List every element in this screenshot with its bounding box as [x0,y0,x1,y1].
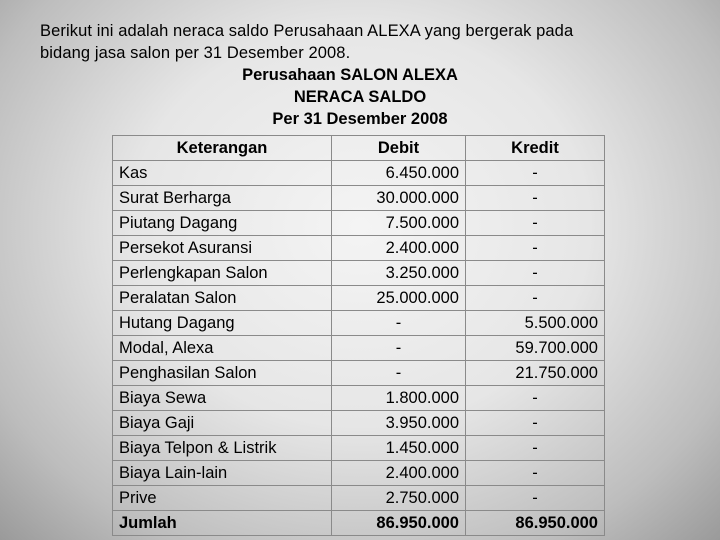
table-row [113,386,605,411]
cell-debit: 7.500.000 [332,211,466,236]
cell-keterangan: Jumlah [113,511,332,536]
cell-keterangan: Kas [113,161,332,186]
cell-debit: 3.250.000 [332,261,466,286]
intro-line-2: bidang jasa salon per 31 Desember 2008. [40,44,351,62]
cell-debit: 1.800.000 [332,386,466,411]
cell-kredit: - [466,161,605,186]
cell-kredit: - [466,486,605,511]
cell-debit: 3.950.000 [332,411,466,436]
cell-kredit: 86.950.000 [466,511,605,536]
cell-kredit: - [466,461,605,486]
table-row [113,211,605,236]
header-keterangan: Keterangan [113,136,332,161]
cell-keterangan: Peralatan Salon [113,286,332,311]
table-header-row [113,136,605,161]
table-row [113,361,605,386]
intro-text [40,20,680,64]
company-name: Perusahaan SALON ALEXA [242,66,458,84]
cell-keterangan: Biaya Telpon & Listrik [113,436,332,461]
cell-keterangan: Surat Berharga [113,186,332,211]
table-row [113,436,605,461]
cell-keterangan: Biaya Sewa [113,386,332,411]
cell-debit: 2.400.000 [332,461,466,486]
cell-debit: - [332,311,466,336]
cell-debit: 2.400.000 [332,236,466,261]
header-debit: Debit [332,136,466,161]
cell-keterangan: Modal, Alexa [113,336,332,361]
table-total-row [113,511,605,536]
cell-debit: 2.750.000 [332,486,466,511]
cell-debit: - [332,336,466,361]
table-row [113,161,605,186]
cell-keterangan: Persekot Asuransi [113,236,332,261]
cell-kredit: - [466,411,605,436]
cell-kredit: - [466,436,605,461]
cell-kredit: 59.700.000 [466,336,605,361]
table-row [113,186,605,211]
cell-kredit: - [466,211,605,236]
table-row [113,336,605,361]
cell-keterangan: Perlengkapan Salon [113,261,332,286]
cell-debit: 6.450.000 [332,161,466,186]
cell-debit: 30.000.000 [332,186,466,211]
cell-kredit: - [466,386,605,411]
table-row [113,236,605,261]
intro-line-1: Berikut ini adalah neraca saldo Perusahaan ALEXA yang bergerak pada [40,22,574,40]
table-row [113,261,605,286]
table-row [113,286,605,311]
cell-kredit: - [466,236,605,261]
cell-kredit: - [466,186,605,211]
cell-kredit: 5.500.000 [466,311,605,336]
cell-debit: 1.450.000 [332,436,466,461]
cell-kredit: - [466,286,605,311]
cell-kredit: 21.750.000 [466,361,605,386]
cell-debit: 25.000.000 [332,286,466,311]
cell-keterangan: Piutang Dagang [113,211,332,236]
table-row [113,411,605,436]
cell-keterangan: Prive [113,486,332,511]
table-row [113,311,605,336]
table-row [113,486,605,511]
cell-debit: - [332,361,466,386]
cell-keterangan: Penghasilan Salon [113,361,332,386]
report-date: Per 31 Desember 2008 [272,110,448,128]
table-row [113,461,605,486]
cell-keterangan: Biaya Lain-lain [113,461,332,486]
trial-balance-table [112,135,605,536]
header-kredit: Kredit [466,136,605,161]
cell-keterangan: Biaya Gaji [113,411,332,436]
cell-kredit: - [466,261,605,286]
report-title: NERACA SALDO [293,88,427,106]
cell-keterangan: Hutang Dagang [113,311,332,336]
cell-debit: 86.950.000 [332,511,466,536]
